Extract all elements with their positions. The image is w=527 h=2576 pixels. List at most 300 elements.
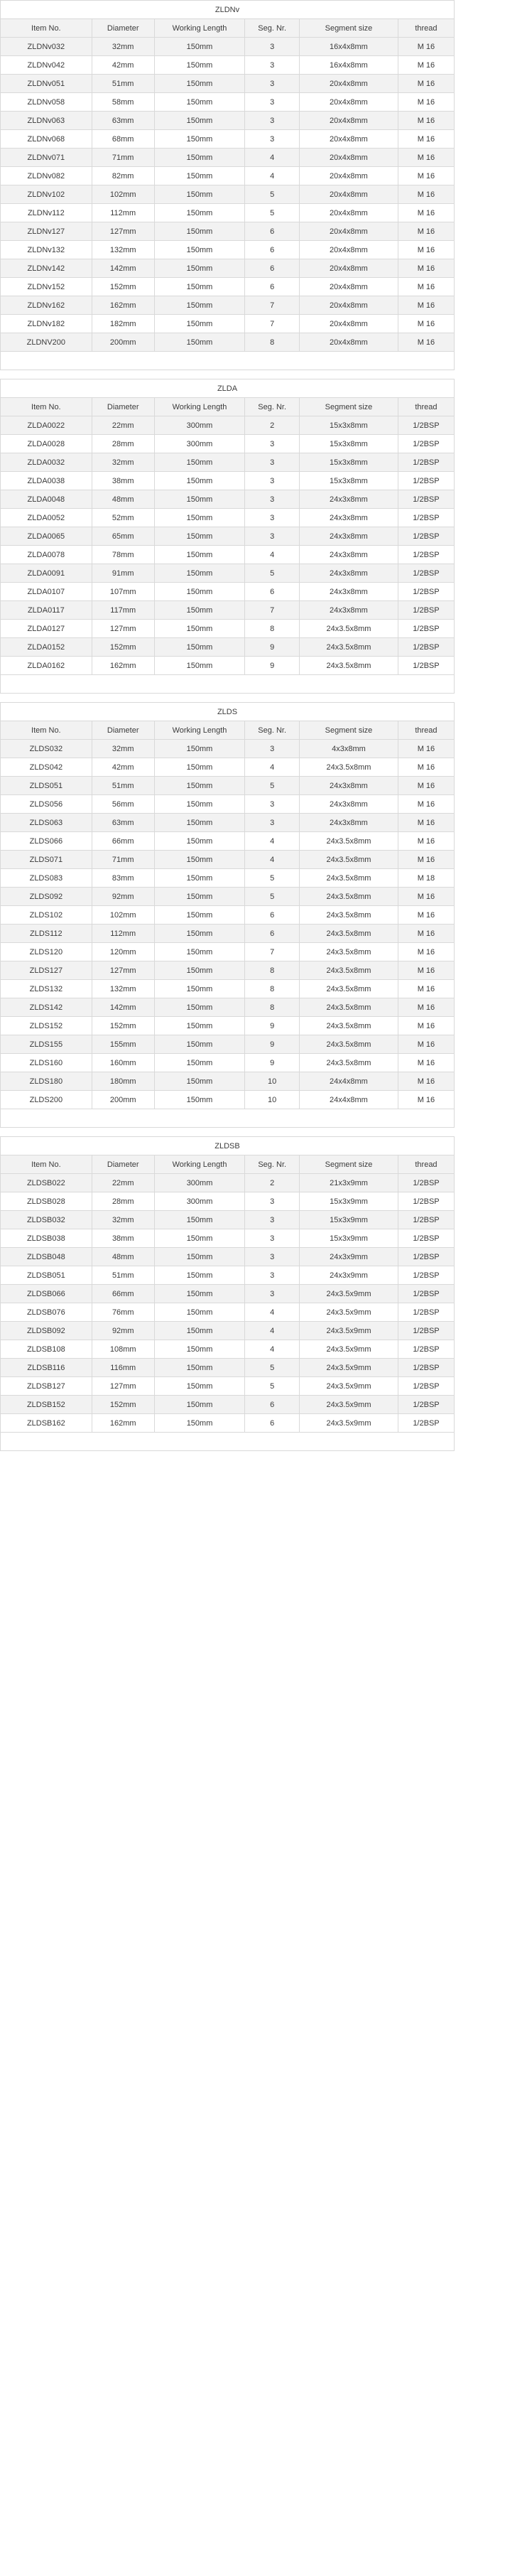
table-row	[1, 1414, 455, 1433]
table-cell: M 16	[398, 259, 454, 278]
table-cell: ZLDSB028	[1, 1192, 92, 1211]
table-cell: ZLDSB152	[1, 1396, 92, 1414]
table-cell: M 16	[398, 222, 454, 241]
table-cell: 24x3x9mm	[300, 1266, 398, 1285]
table-cell: 1/2BSP	[398, 564, 454, 583]
table-cell: 24x3.5x8mm	[300, 638, 398, 657]
section-title: ZLDA	[1, 379, 455, 398]
table-cell: 32mm	[92, 453, 154, 472]
table-cell: 1/2BSP	[398, 1396, 454, 1414]
table-cell: M 16	[398, 278, 454, 296]
table-cell: 32mm	[92, 1211, 154, 1229]
table-cell: 5	[245, 869, 300, 888]
column-header: Diameter	[92, 721, 154, 740]
table-cell: ZLDS083	[1, 869, 92, 888]
table-cell: 24x3.5x9mm	[300, 1359, 398, 1377]
table-cell: ZLDS102	[1, 906, 92, 925]
table-row	[1, 222, 455, 241]
table-cell: 24x3x8mm	[300, 814, 398, 832]
table-cell: 22mm	[92, 416, 154, 435]
table-cell: M 16	[398, 296, 454, 315]
table-cell: 71mm	[92, 149, 154, 167]
table-cell: 3	[245, 75, 300, 93]
table-row	[1, 1229, 455, 1248]
table-cell: 150mm	[154, 925, 245, 943]
table-cell: ZLDS160	[1, 1054, 92, 1072]
table-cell: 16x4x8mm	[300, 56, 398, 75]
table-cell: ZLDNv068	[1, 130, 92, 149]
table-cell: 9	[245, 1017, 300, 1035]
table-cell: ZLDS042	[1, 758, 92, 777]
table-cell: 150mm	[154, 564, 245, 583]
table-row	[1, 509, 455, 527]
table-cell: 5	[245, 777, 300, 795]
table-cell: M 16	[398, 777, 454, 795]
spec-table-zlda	[0, 379, 455, 694]
table-cell: 7	[245, 315, 300, 333]
table-cell: ZLDA0107	[1, 583, 92, 601]
table-cell: ZLDS132	[1, 980, 92, 998]
table-cell: 3	[245, 1192, 300, 1211]
table-row	[1, 1174, 455, 1192]
table-row	[1, 980, 455, 998]
table-cell: 5	[245, 204, 300, 222]
table-cell: 107mm	[92, 583, 154, 601]
table-cell: 3	[245, 740, 300, 758]
table-row	[1, 1285, 455, 1303]
table-cell: 152mm	[92, 278, 154, 296]
table-cell: M 16	[398, 1091, 454, 1109]
table-cell: 150mm	[154, 1359, 245, 1377]
table-cell: 9	[245, 1054, 300, 1072]
table-cell: 4	[245, 832, 300, 851]
table-cell: 24x3x8mm	[300, 490, 398, 509]
table-cell: ZLDS120	[1, 943, 92, 961]
column-header: Item No.	[1, 1155, 92, 1174]
table-row	[1, 740, 455, 758]
table-cell: 65mm	[92, 527, 154, 546]
table-cell: 24x3.5x8mm	[300, 888, 398, 906]
table-cell: ZLDS066	[1, 832, 92, 851]
section-gap	[0, 694, 527, 702]
column-header: Item No.	[1, 19, 92, 38]
table-cell: 150mm	[154, 1017, 245, 1035]
table-cell: 1/2BSP	[398, 1377, 454, 1396]
table-cell: 150mm	[154, 1229, 245, 1248]
table-cell: 24x3x8mm	[300, 583, 398, 601]
table-cell: 4	[245, 1340, 300, 1359]
table-cell: 150mm	[154, 1035, 245, 1054]
table-cell: 150mm	[154, 167, 245, 185]
table-cell: 20x4x8mm	[300, 130, 398, 149]
table-cell: 1/2BSP	[398, 1285, 454, 1303]
table-cell: 150mm	[154, 814, 245, 832]
table-cell: 150mm	[154, 851, 245, 869]
table-cell: 3	[245, 112, 300, 130]
table-cell: ZLDNv071	[1, 149, 92, 167]
column-header: Segment size	[300, 398, 398, 416]
table-spacer-row	[1, 352, 455, 370]
table-cell: 48mm	[92, 1248, 154, 1266]
table-cell: 7	[245, 296, 300, 315]
table-cell: 24x3x9mm	[300, 1248, 398, 1266]
table-cell: 22mm	[92, 1174, 154, 1192]
table-cell: 1/2BSP	[398, 1248, 454, 1266]
table-cell: 1/2BSP	[398, 472, 454, 490]
table-cell: 150mm	[154, 315, 245, 333]
table-cell: 8	[245, 998, 300, 1017]
table-row	[1, 1359, 455, 1377]
table-row	[1, 130, 455, 149]
table-row	[1, 620, 455, 638]
table-cell: 4	[245, 1303, 300, 1322]
table-spacer-cell	[1, 675, 455, 694]
table-cell: 42mm	[92, 758, 154, 777]
table-cell: 150mm	[154, 1340, 245, 1359]
table-cell: 20x4x8mm	[300, 185, 398, 204]
table-cell: 1/2BSP	[398, 1414, 454, 1433]
table-row	[1, 1303, 455, 1322]
table-cell: 1/2BSP	[398, 1211, 454, 1229]
table-row	[1, 906, 455, 925]
table-cell: 24x3.5x9mm	[300, 1322, 398, 1340]
table-cell: 78mm	[92, 546, 154, 564]
table-row	[1, 1091, 455, 1109]
table-cell: 155mm	[92, 1035, 154, 1054]
table-cell: M 16	[398, 93, 454, 112]
table-cell: 1/2BSP	[398, 453, 454, 472]
table-cell: 150mm	[154, 601, 245, 620]
table-cell: 1/2BSP	[398, 1303, 454, 1322]
spec-table-zldnv	[0, 0, 455, 370]
table-cell: 20x4x8mm	[300, 75, 398, 93]
table-cell: M 16	[398, 38, 454, 56]
table-cell: 127mm	[92, 620, 154, 638]
table-cell: 20x4x8mm	[300, 333, 398, 352]
table-cell: ZLDSB038	[1, 1229, 92, 1248]
column-header: Segment size	[300, 721, 398, 740]
table-cell: ZLDS152	[1, 1017, 92, 1035]
table-cell: 132mm	[92, 980, 154, 998]
table-row	[1, 564, 455, 583]
column-header: thread	[398, 721, 454, 740]
table-cell: 8	[245, 333, 300, 352]
table-cell: 15x3x9mm	[300, 1229, 398, 1248]
table-cell: 32mm	[92, 740, 154, 758]
table-header-row	[1, 398, 455, 416]
table-cell: 3	[245, 130, 300, 149]
table-row	[1, 1322, 455, 1340]
table-cell: 150mm	[154, 1072, 245, 1091]
table-row	[1, 601, 455, 620]
table-cell: 42mm	[92, 56, 154, 75]
table-cell: 48mm	[92, 490, 154, 509]
table-row	[1, 204, 455, 222]
table-cell: 24x3.5x9mm	[300, 1396, 398, 1414]
table-cell: 150mm	[154, 130, 245, 149]
table-cell: 1/2BSP	[398, 1174, 454, 1192]
table-cell: 4	[245, 546, 300, 564]
table-cell: 5	[245, 564, 300, 583]
table-cell: 4	[245, 167, 300, 185]
table-cell: M 16	[398, 1072, 454, 1091]
table-cell: 3	[245, 490, 300, 509]
table-cell: 150mm	[154, 1303, 245, 1322]
table-cell: 150mm	[154, 333, 245, 352]
table-cell: 24x3.5x8mm	[300, 925, 398, 943]
table-cell: ZLDS112	[1, 925, 92, 943]
table-cell: M 16	[398, 75, 454, 93]
table-row	[1, 1017, 455, 1035]
table-cell: 20x4x8mm	[300, 315, 398, 333]
table-cell: 63mm	[92, 112, 154, 130]
table-cell: 150mm	[154, 453, 245, 472]
table-cell: 150mm	[154, 75, 245, 93]
table-cell: ZLDNv127	[1, 222, 92, 241]
table-cell: 24x3.5x8mm	[300, 620, 398, 638]
table-cell: 24x3.5x8mm	[300, 869, 398, 888]
table-cell: 38mm	[92, 472, 154, 490]
table-cell: ZLDA0052	[1, 509, 92, 527]
table-cell: 127mm	[92, 961, 154, 980]
table-cell: 1/2BSP	[398, 509, 454, 527]
column-header: Working Length	[154, 721, 245, 740]
table-cell: 20x4x8mm	[300, 112, 398, 130]
table-cell: 20x4x8mm	[300, 93, 398, 112]
table-cell: ZLDSB032	[1, 1211, 92, 1229]
column-header: Diameter	[92, 19, 154, 38]
table-cell: 162mm	[92, 657, 154, 675]
table-cell: 24x4x8mm	[300, 1072, 398, 1091]
table-cell: 4	[245, 1322, 300, 1340]
table-cell: 300mm	[154, 1174, 245, 1192]
table-cell: 15x3x9mm	[300, 1211, 398, 1229]
table-row	[1, 777, 455, 795]
table-row	[1, 795, 455, 814]
table-cell: 24x3.5x8mm	[300, 943, 398, 961]
table-cell: 1/2BSP	[398, 620, 454, 638]
table-row	[1, 527, 455, 546]
table-cell: ZLDNv182	[1, 315, 92, 333]
table-cell: 200mm	[92, 1091, 154, 1109]
table-cell: ZLDA0065	[1, 527, 92, 546]
table-cell: 150mm	[154, 906, 245, 925]
table-cell: M 16	[398, 185, 454, 204]
table-cell: 6	[245, 925, 300, 943]
table-cell: ZLDSB116	[1, 1359, 92, 1377]
table-cell: 162mm	[92, 1414, 154, 1433]
table-cell: 1/2BSP	[398, 601, 454, 620]
table-row	[1, 435, 455, 453]
table-cell: 150mm	[154, 1285, 245, 1303]
table-cell: 20x4x8mm	[300, 296, 398, 315]
table-row	[1, 56, 455, 75]
section-title-row	[1, 1, 455, 19]
table-cell: ZLDA0162	[1, 657, 92, 675]
table-cell: 5	[245, 1359, 300, 1377]
table-cell: 127mm	[92, 1377, 154, 1396]
table-cell: 52mm	[92, 509, 154, 527]
table-cell: 3	[245, 1229, 300, 1248]
table-row	[1, 167, 455, 185]
table-cell: 9	[245, 657, 300, 675]
section-title-row	[1, 703, 455, 721]
table-row	[1, 296, 455, 315]
table-cell: 58mm	[92, 93, 154, 112]
table-row	[1, 758, 455, 777]
table-cell: 112mm	[92, 925, 154, 943]
table-cell: 3	[245, 795, 300, 814]
table-cell: 150mm	[154, 546, 245, 564]
table-cell: ZLDS180	[1, 1072, 92, 1091]
table-cell: 38mm	[92, 1229, 154, 1248]
table-cell: 152mm	[92, 1396, 154, 1414]
table-cell: 24x3.5x8mm	[300, 980, 398, 998]
table-cell: 1/2BSP	[398, 1340, 454, 1359]
table-cell: M 16	[398, 130, 454, 149]
table-cell: 1/2BSP	[398, 1192, 454, 1211]
table-cell: 6	[245, 906, 300, 925]
table-cell: 24x3.5x9mm	[300, 1303, 398, 1322]
table-cell: 150mm	[154, 278, 245, 296]
table-cell: 120mm	[92, 943, 154, 961]
section-title: ZLDNv	[1, 1, 455, 19]
table-cell: M 16	[398, 888, 454, 906]
table-cell: M 16	[398, 925, 454, 943]
table-cell: 6	[245, 278, 300, 296]
table-cell: ZLDS051	[1, 777, 92, 795]
table-cell: 24x3x8mm	[300, 564, 398, 583]
table-cell: 150mm	[154, 961, 245, 980]
section-title-row	[1, 1137, 455, 1155]
table-cell: ZLDSB051	[1, 1266, 92, 1285]
table-cell: 24x3x8mm	[300, 527, 398, 546]
column-header: Seg. Nr.	[245, 721, 300, 740]
table-cell: 51mm	[92, 1266, 154, 1285]
table-cell: 150mm	[154, 980, 245, 998]
table-cell: 28mm	[92, 435, 154, 453]
table-cell: 160mm	[92, 1054, 154, 1072]
table-cell: M 18	[398, 869, 454, 888]
table-cell: 150mm	[154, 527, 245, 546]
table-cell: 5	[245, 888, 300, 906]
table-cell: M 16	[398, 906, 454, 925]
table-cell: 63mm	[92, 814, 154, 832]
table-cell: 3	[245, 38, 300, 56]
table-cell: 180mm	[92, 1072, 154, 1091]
table-cell: 15x3x8mm	[300, 416, 398, 435]
table-cell: ZLDA0127	[1, 620, 92, 638]
table-cell: 150mm	[154, 888, 245, 906]
table-cell: 1/2BSP	[398, 435, 454, 453]
table-cell: ZLDNv032	[1, 38, 92, 56]
table-cell: ZLDS056	[1, 795, 92, 814]
table-cell: 150mm	[154, 620, 245, 638]
table-cell: 15x3x8mm	[300, 453, 398, 472]
table-cell: 6	[245, 259, 300, 278]
table-cell: ZLDS032	[1, 740, 92, 758]
table-cell: 66mm	[92, 832, 154, 851]
table-cell: 150mm	[154, 758, 245, 777]
table-cell: 150mm	[154, 943, 245, 961]
table-cell: M 16	[398, 1017, 454, 1035]
table-cell: 3	[245, 1285, 300, 1303]
table-cell: 150mm	[154, 583, 245, 601]
table-cell: 2	[245, 1174, 300, 1192]
table-cell: 150mm	[154, 1054, 245, 1072]
table-cell: ZLDSB092	[1, 1322, 92, 1340]
table-cell: 9	[245, 1035, 300, 1054]
table-cell: ZLDA0038	[1, 472, 92, 490]
table-cell: 24x3.5x8mm	[300, 961, 398, 980]
table-cell: 5	[245, 185, 300, 204]
table-cell: M 16	[398, 167, 454, 185]
table-row	[1, 472, 455, 490]
table-cell: 162mm	[92, 296, 154, 315]
table-cell: 24x3x8mm	[300, 509, 398, 527]
table-cell: 24x3x8mm	[300, 777, 398, 795]
table-cell: M 16	[398, 112, 454, 130]
table-cell: 4x3x8mm	[300, 740, 398, 758]
table-cell: 2	[245, 416, 300, 435]
table-cell: 6	[245, 583, 300, 601]
table-cell: 10	[245, 1091, 300, 1109]
column-header: Seg. Nr.	[245, 1155, 300, 1174]
table-cell: 32mm	[92, 38, 154, 56]
table-cell: 24x3x8mm	[300, 546, 398, 564]
table-cell: ZLDS127	[1, 961, 92, 980]
table-cell: 3	[245, 1211, 300, 1229]
table-row	[1, 315, 455, 333]
table-cell: ZLDNv058	[1, 93, 92, 112]
table-row	[1, 185, 455, 204]
table-cell: ZLDA0032	[1, 453, 92, 472]
table-cell: 20x4x8mm	[300, 222, 398, 241]
table-cell: 15x3x9mm	[300, 1192, 398, 1211]
table-cell: ZLDSB048	[1, 1248, 92, 1266]
table-cell: 300mm	[154, 1192, 245, 1211]
table-cell: 150mm	[154, 777, 245, 795]
table-cell: 150mm	[154, 1266, 245, 1285]
table-cell: 24x3.5x8mm	[300, 1035, 398, 1054]
table-cell: 24x3.5x9mm	[300, 1414, 398, 1433]
table-spacer-row	[1, 675, 455, 694]
table-cell: 7	[245, 601, 300, 620]
table-cell: 24x3.5x8mm	[300, 851, 398, 869]
table-cell: 7	[245, 943, 300, 961]
table-cell: 8	[245, 980, 300, 998]
table-cell: 24x3.5x8mm	[300, 1017, 398, 1035]
table-cell: ZLDSB076	[1, 1303, 92, 1322]
table-cell: 76mm	[92, 1303, 154, 1322]
table-cell: ZLDA0152	[1, 638, 92, 657]
table-cell: M 16	[398, 56, 454, 75]
table-cell: M 16	[398, 961, 454, 980]
table-cell: 51mm	[92, 777, 154, 795]
table-row	[1, 1377, 455, 1396]
table-cell: 4	[245, 851, 300, 869]
table-cell: 108mm	[92, 1340, 154, 1359]
table-cell: 4	[245, 149, 300, 167]
table-cell: 24x3x8mm	[300, 601, 398, 620]
table-cell: ZLDNv063	[1, 112, 92, 130]
table-cell: 102mm	[92, 185, 154, 204]
table-cell: 150mm	[154, 149, 245, 167]
table-cell: 28mm	[92, 1192, 154, 1211]
table-cell: ZLDA0117	[1, 601, 92, 620]
table-row	[1, 1035, 455, 1054]
table-cell: 182mm	[92, 315, 154, 333]
